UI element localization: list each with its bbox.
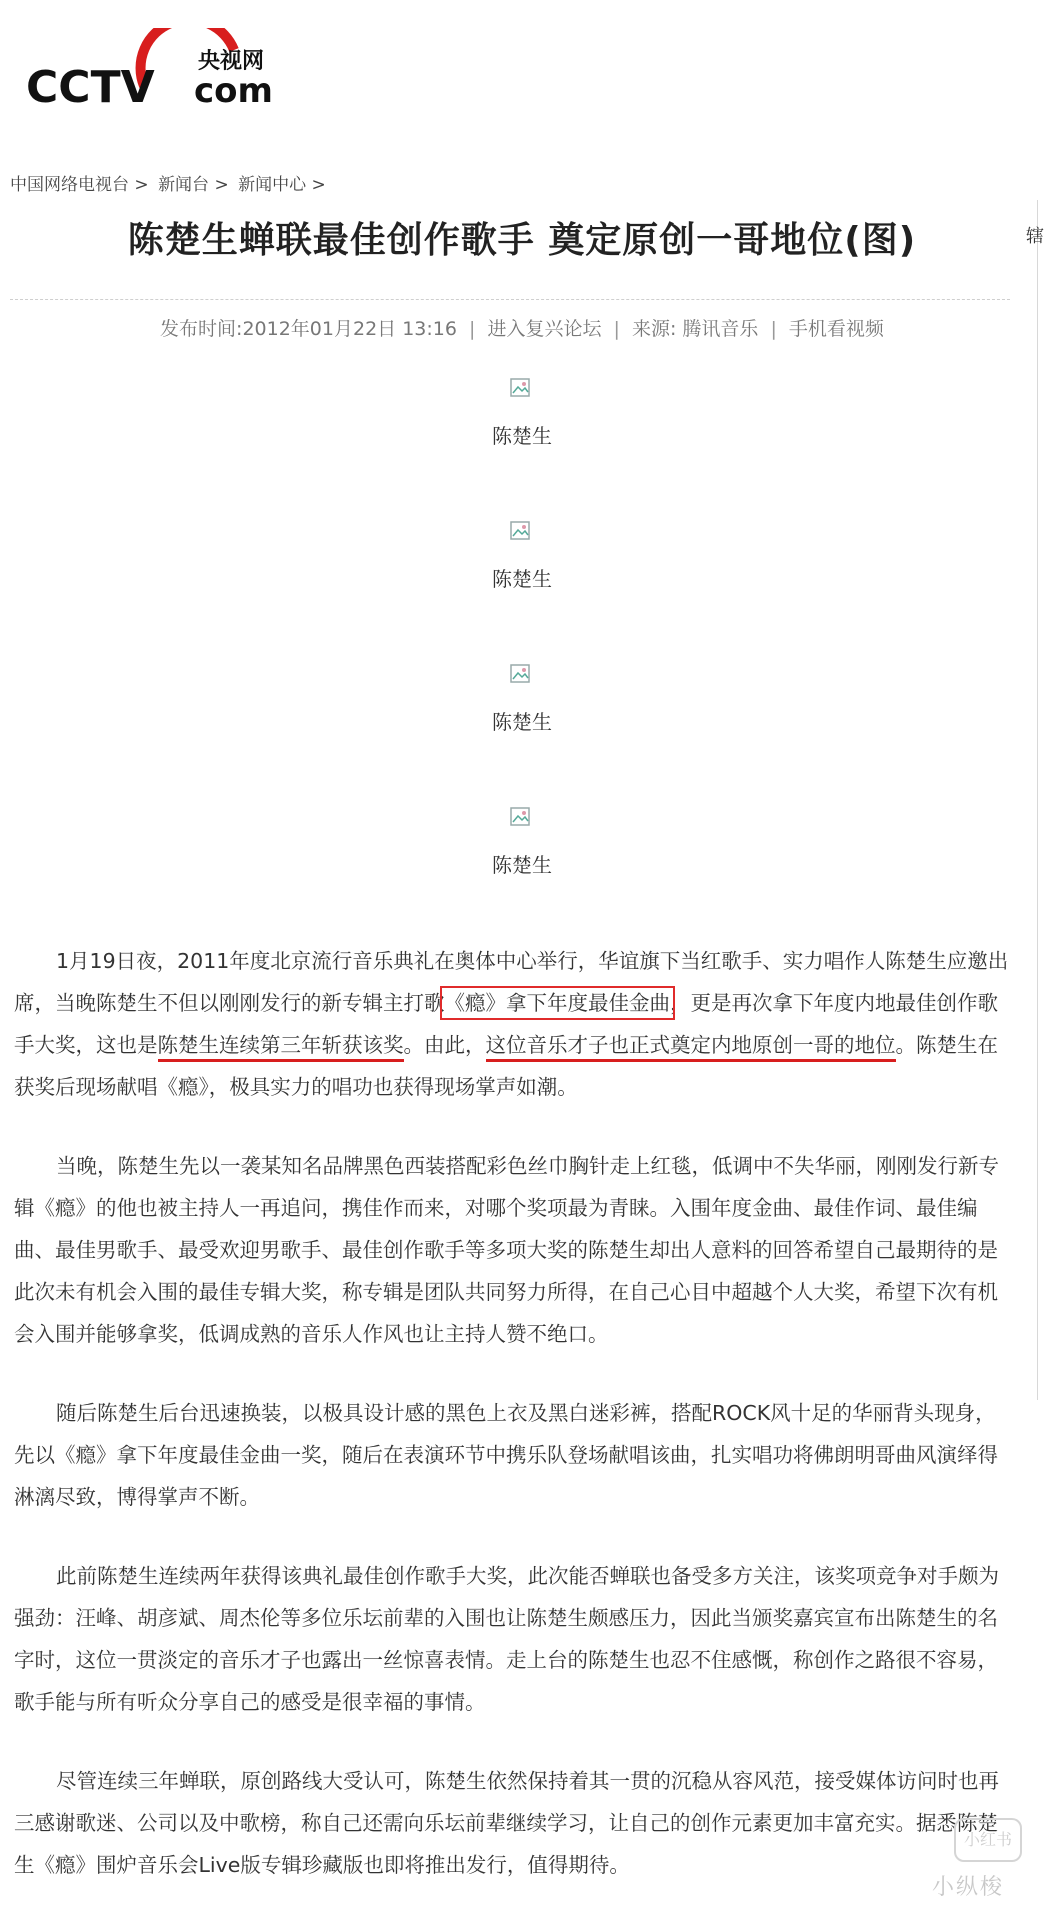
- logo-brand: CCTV: [26, 62, 155, 108]
- paragraph-2: 当晚，陈楚生先以一袭某知名品牌黑色西装搭配彩色丝巾胸针走上红毯，低调中不失华丽，刚刚发行新专辑《瘾》的他也被主持人一再追问，携佳作而来，对哪个奖项最为青睐。入围年度金曲、最佳作词、最佳编曲、最佳男歌手、最受欢迎男歌手、最佳创作歌手等多项大奖的陈楚生却出人意料的回答希望自己最期待的是此次未有机会入围的最佳专辑大奖，称专辑是团队共同努力所得，在自己心目中超越个人大奖，希望下次有机会入围并能够拿奖，低调成熟的音乐人作风也让主持人赞不绝口。: [14, 1154, 999, 1346]
- article-photo: [0, 521, 1044, 592]
- breadcrumb-item-cntv[interactable]: 中国网络电视台 >: [10, 175, 149, 195]
- title-divider: [10, 299, 1010, 300]
- logo-cn: 央视网: [198, 49, 265, 74]
- paragraph-1: [14, 940, 1014, 1108]
- article-meta: [0, 314, 1044, 341]
- p1-text-d: 。陈楚生在获奖后现场献唱《瘾》，极具实力的唱功也获得现场掌声如潮。: [14, 1033, 998, 1099]
- watermark-text: 小纵梭: [931, 1875, 1004, 1900]
- article-photo: [0, 378, 1044, 449]
- broken-image-icon: [510, 378, 534, 400]
- cctv-logo-graphic: [26, 28, 296, 108]
- article-photo: [0, 807, 1044, 878]
- paragraph-4: 此前陈楚生连续两年获得该典礼最佳创作歌手大奖，此次能否蝉联也备受多方关注，该奖项竞争对手颇为强劲：汪峰、胡彦斌、周杰伦等多位乐坛前辈的入围也让陈楚生颇感压力，因此当颁奖嘉宾宣布出陈楚生的名字时，这位一贯淡定的音乐才子也露出一丝惊喜表情。走上台的陈楚生也忍不住感慨，称创作之路很不容易，歌手能与所有听众分享自己的感受是很幸福的事情。: [14, 1564, 999, 1714]
- photo-caption: 陈楚生: [492, 424, 552, 448]
- broken-image-icon: [510, 664, 534, 686]
- broken-image-icon: [510, 807, 534, 829]
- article-body: [14, 940, 1014, 1923]
- photo-caption: 陈楚生: [492, 853, 552, 877]
- p1-text-a: 1月19日夜，2011年度北京流行音乐典礼在奥体中心举行，华谊旗下当红歌手、实力唱作人陈楚生应邀出席，当晚陈楚生不但以刚刚发行的新专辑主打歌: [14, 949, 1009, 1015]
- logo-domain: com: [194, 71, 273, 108]
- breadcrumb: [10, 170, 330, 195]
- breadcrumb-item-news-center[interactable]: 新闻中心 >: [238, 175, 326, 195]
- broken-image-icon: [510, 521, 534, 543]
- publish-time: 发布时间:2012年01月22日 13:16: [160, 318, 457, 340]
- right-edge-text: 辖: [1026, 226, 1044, 247]
- paragraph-3: 随后陈楚生后台迅速换装，以极具设计感的黑色上衣及黑白迷彩裤，搭配ROCK风十足的华丽背头现身，先以《瘾》拿下年度最佳金曲一奖，随后在表演环节中携乐队登场献唱该曲，扎实唱功将佛朗明哥曲风演绎得淋漓尽致，博得掌声不断。: [14, 1401, 998, 1509]
- meta-separator: |: [770, 318, 777, 340]
- photo-caption: 陈楚生: [492, 567, 552, 591]
- watermark-logo: 小红书: [954, 1818, 1022, 1862]
- meta-separator: |: [469, 318, 476, 340]
- p1-text-c: 。由此，: [403, 1033, 486, 1057]
- forum-link[interactable]: 进入复兴论坛: [487, 318, 602, 340]
- article-photo: [0, 664, 1044, 735]
- article-title: 陈楚生蝉联最佳创作歌手 奠定原创一哥地位(图): [127, 220, 917, 261]
- cctv-logo[interactable]: [26, 28, 296, 108]
- meta-separator: |: [613, 318, 620, 340]
- highlight-box-best-song: 《瘾》拿下年度最佳金曲: [444, 991, 670, 1015]
- mobile-video-link[interactable]: 手机看视频: [788, 318, 884, 340]
- underline-original-status: 这位音乐才子也正式奠定内地原创一哥的地位: [486, 1033, 896, 1062]
- photo-caption: 陈楚生: [492, 710, 552, 734]
- underline-third-year: 陈楚生连续第三年斩获该奖: [158, 1033, 404, 1062]
- breadcrumb-item-news-channel[interactable]: 新闻台 >: [158, 175, 229, 195]
- source-text: 来源: 腾讯音乐: [631, 318, 759, 340]
- p1-text-b: ，更是再次拿下年度内地最佳创作歌手大奖，这也是: [14, 991, 998, 1057]
- paragraph-5: 尽管连续三年蝉联，原创路线大受认可，陈楚生依然保持着其一贯的沉稳从容风范，接受媒体访问时也再三感谢歌迷、公司以及中歌榜，称自己还需向乐坛前辈继续学习，让自己的创作元素更加丰富充实。据悉陈楚生《瘾》围炉音乐会Live版专辑珍藏版也即将推出发行，值得期待。: [14, 1769, 999, 1877]
